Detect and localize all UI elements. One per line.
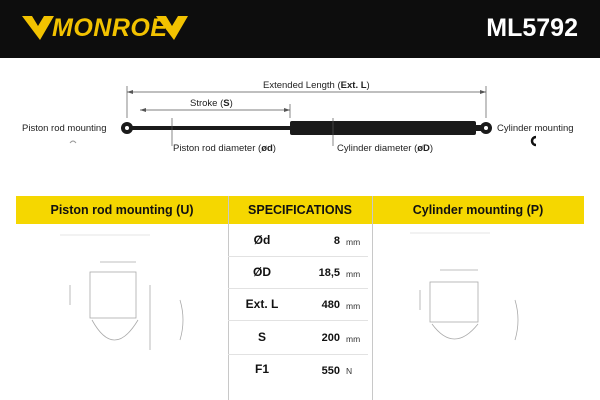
cylinder-mounting-label: Cylinder mounting xyxy=(497,123,574,134)
cylinder-diameter-label: Cylinder diameter (øD) xyxy=(337,143,434,154)
spec-value: 18,5 xyxy=(318,267,340,279)
cylinder-mount-icon xyxy=(532,137,536,145)
stroke-label: Stroke (S) xyxy=(190,98,233,109)
piston-rod-eye-hole xyxy=(125,126,129,130)
spec-unit: mm xyxy=(346,301,361,311)
row-divider xyxy=(228,288,368,289)
piston-rod-diameter-label: Piston rod diameter (ød) xyxy=(173,143,276,154)
arrow xyxy=(127,90,133,94)
spec-unit: mm xyxy=(346,269,361,279)
spec-value: 200 xyxy=(321,332,340,344)
spec-table-header xyxy=(16,196,584,224)
cylinder-body xyxy=(290,121,476,135)
row-divider xyxy=(228,320,368,321)
spec-label: Ød xyxy=(253,233,271,247)
spec-value: 550 xyxy=(321,365,340,377)
piston-rod-mounting-label: Piston rod mounting xyxy=(22,123,107,134)
spec-unit: mm xyxy=(346,334,361,344)
spec-value: 8 xyxy=(333,235,340,247)
extended-length-label: Extended Length (Ext. L) xyxy=(263,80,370,91)
arrow xyxy=(284,108,290,112)
cylinder-mounting-sketch xyxy=(410,233,518,340)
spec-label: ØD xyxy=(253,265,271,279)
spec-value: 480 xyxy=(321,299,340,311)
piston-mount-icon xyxy=(70,141,76,143)
spec-unit: N xyxy=(346,366,353,376)
spec-label: Ext. L xyxy=(245,297,279,311)
piston-rod-mounting-sketch xyxy=(60,235,183,350)
part-number: ML5792 xyxy=(486,14,578,42)
spec-label: S xyxy=(257,330,266,344)
col-specifications: SPECIFICATIONS xyxy=(248,203,352,217)
spec-unit: mm xyxy=(346,237,361,247)
col-cylinder-mounting: Cylinder mounting (P) xyxy=(412,203,544,217)
spec-label: F1 xyxy=(254,362,269,376)
row-divider xyxy=(228,354,368,355)
cylinder-eye-hole xyxy=(484,126,488,130)
table-divider-right xyxy=(372,196,373,400)
row-divider xyxy=(228,256,368,257)
col-piston-rod-mounting: Piston rod mounting (U) xyxy=(50,203,194,217)
piston-rod xyxy=(132,126,292,130)
arrow xyxy=(480,90,486,94)
brand-logo-text: MONROE xyxy=(52,14,168,42)
arrow xyxy=(140,108,146,112)
table-divider-left xyxy=(228,196,229,400)
